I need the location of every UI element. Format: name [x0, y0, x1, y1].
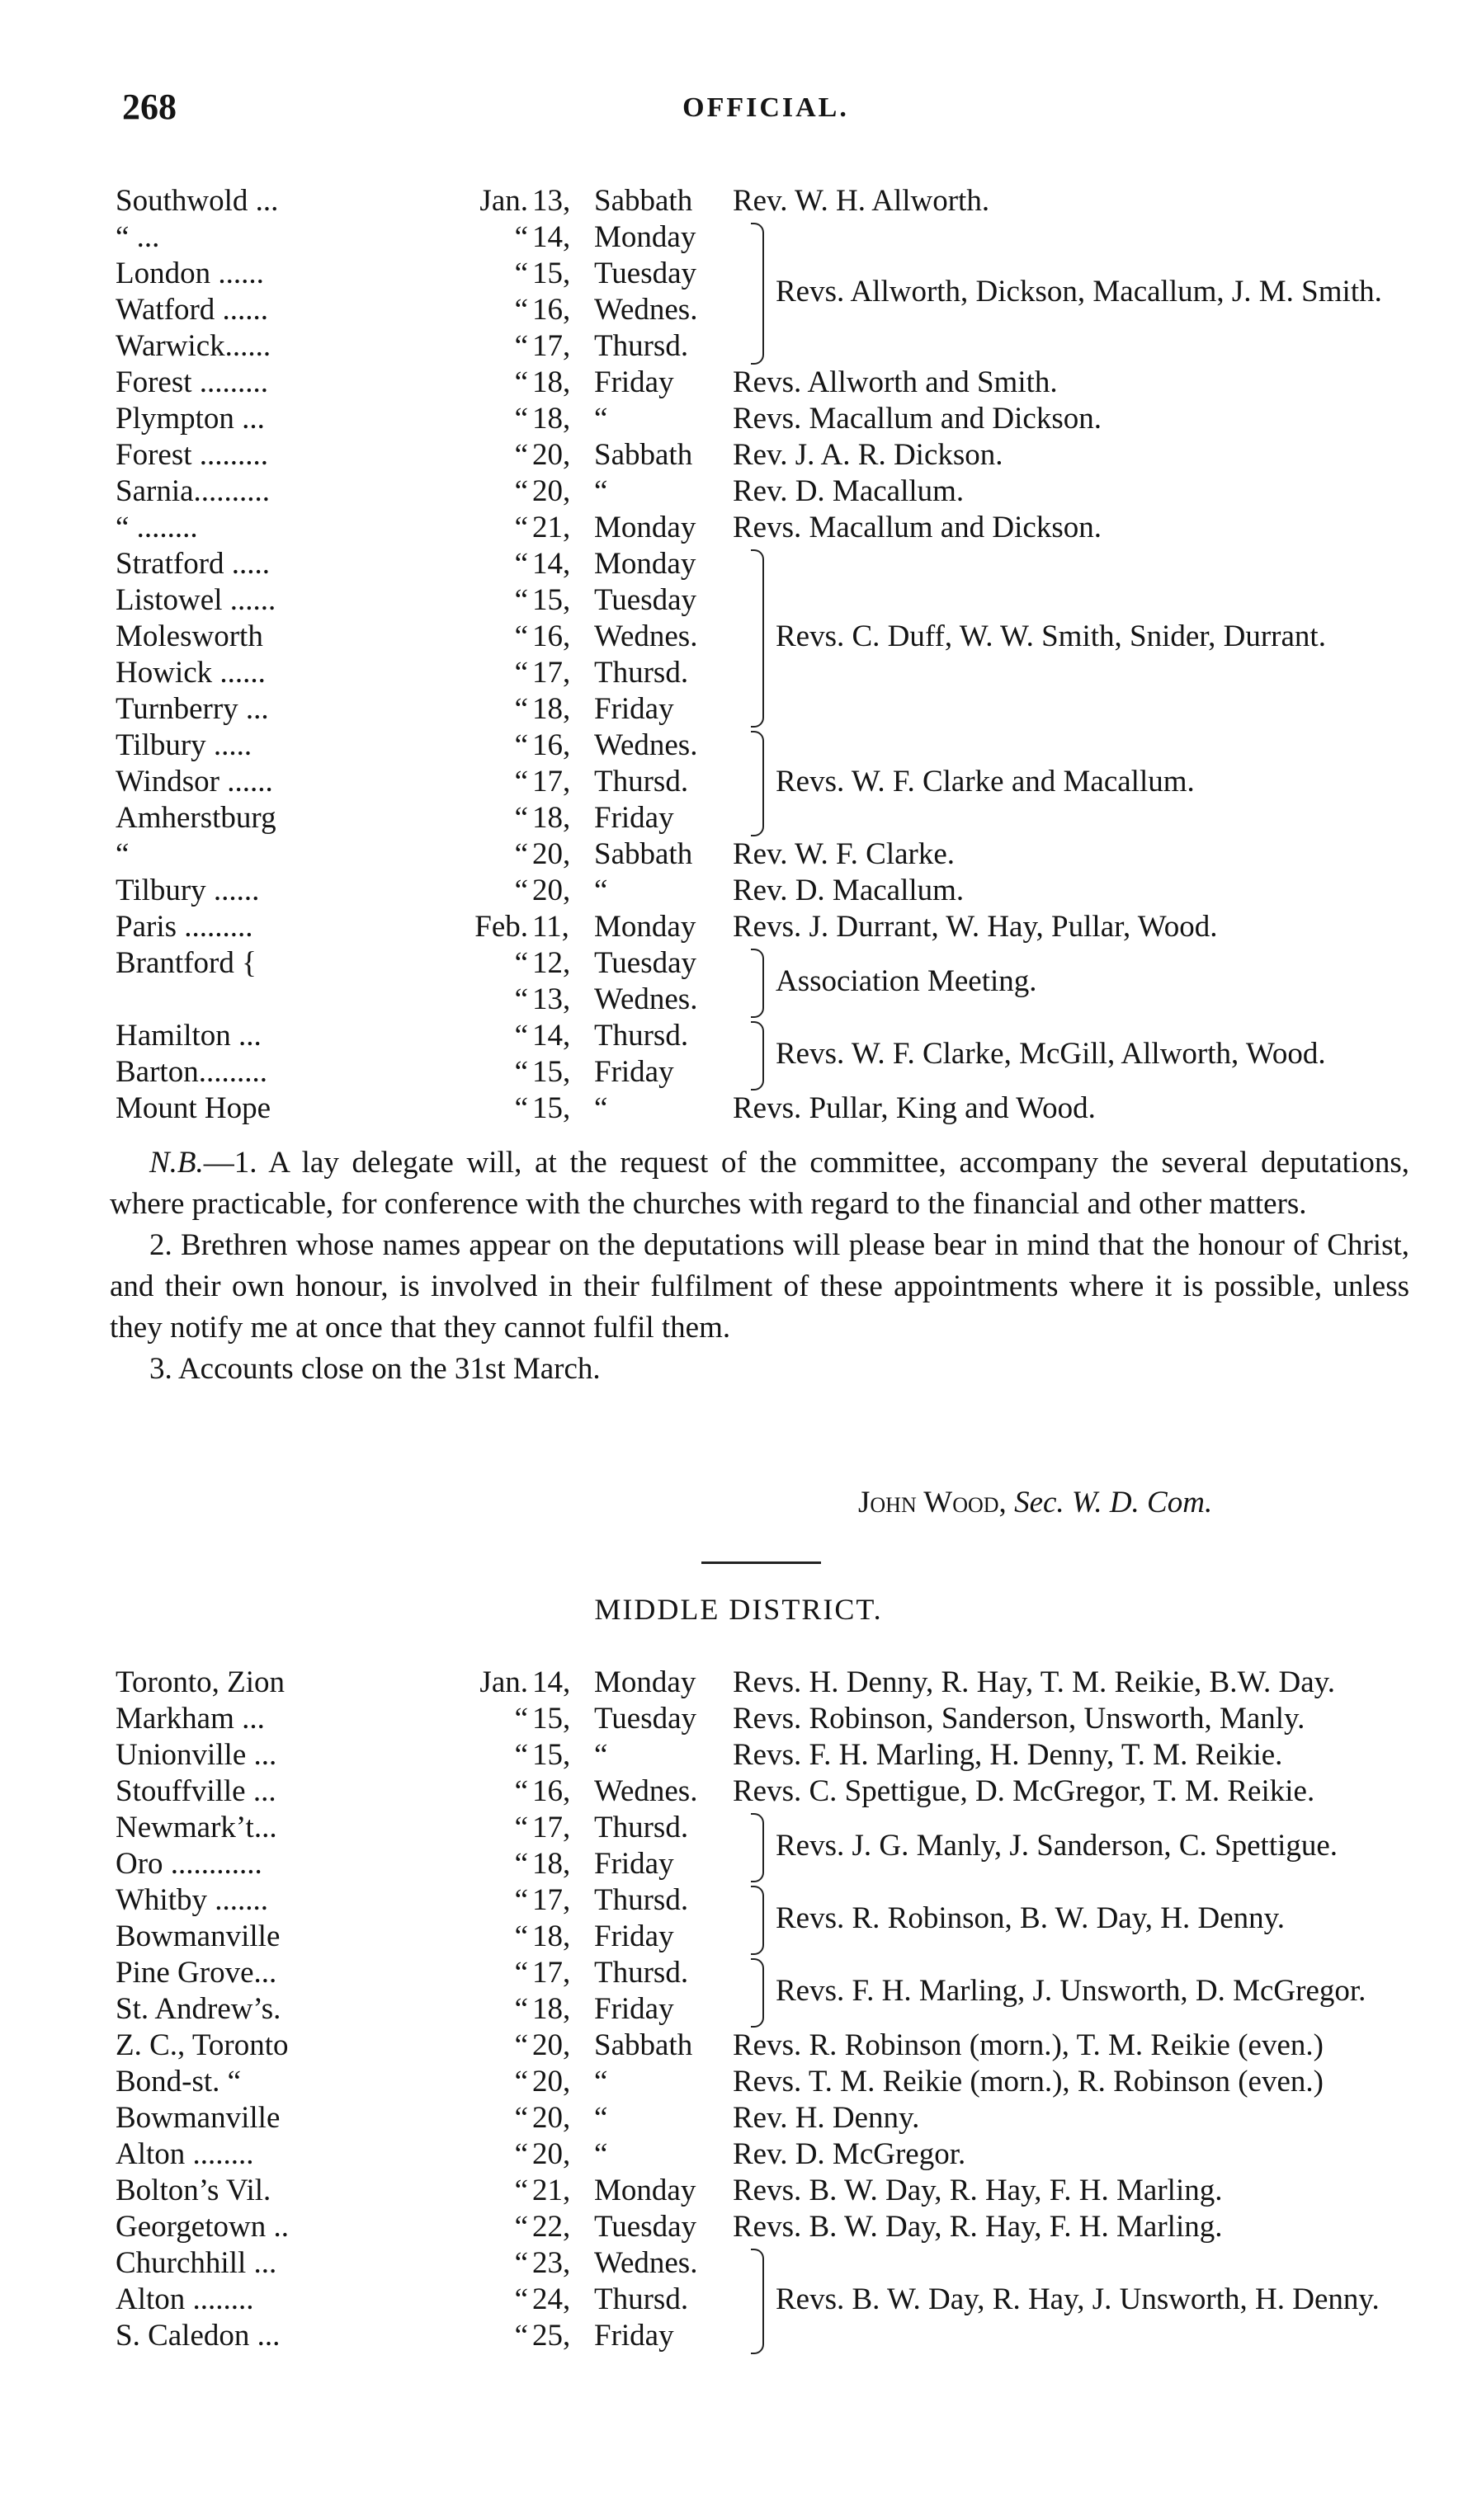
preacher-cell: Revs. T. M. Reikie (morn.), R. Robinson (even.): [733, 2065, 1324, 2098]
date-cell: 15,: [532, 1702, 571, 1736]
place-cell: “: [116, 837, 130, 871]
day-cell: Monday: [594, 1665, 696, 1699]
preacher-cell: Revs. C. Spettigue, D. McGregor, T. M. Reikie.: [733, 1774, 1315, 1808]
place-cell: St. Andrew’s.: [116, 1992, 281, 2026]
date-cell: 16,: [532, 619, 571, 653]
date-cell: 18,: [532, 692, 571, 726]
place-cell: Howick ......: [116, 656, 266, 690]
month-cell: Jan.: [479, 1665, 528, 1699]
month-cell: “: [514, 2174, 528, 2207]
preacher-cell: Rev. D. Macallum.: [733, 474, 965, 508]
preacher-cell: Revs. F. H. Marling, H. Denny, T. M. Reikie.: [733, 1738, 1283, 1772]
place-cell: Tilbury .....: [116, 728, 252, 762]
day-cell: Tuesday: [594, 946, 697, 980]
preacher-cell: Revs. Macallum and Dickson.: [733, 402, 1102, 436]
day-cell: Friday: [594, 365, 674, 399]
place-cell: Amherstburg: [116, 801, 276, 835]
notes-block: [110, 1142, 1409, 1390]
note-1: [110, 1142, 1409, 1225]
group-deputation: Revs. B. W. Day, R. Hay, J. Unsworth, H. Denny.: [776, 2282, 1380, 2316]
month-cell: “: [514, 1774, 528, 1808]
day-cell: Thursd.: [594, 765, 689, 798]
date-cell: 14,: [532, 547, 571, 581]
month-cell: “: [514, 1019, 528, 1053]
month-cell: “: [514, 874, 528, 907]
place-cell: Markham ...: [116, 1702, 265, 1736]
date-cell: 23,: [532, 2246, 571, 2280]
place-cell: Oro ............: [116, 1847, 262, 1881]
day-cell: Tuesday: [594, 583, 697, 617]
month-cell: “: [514, 2065, 528, 2098]
day-cell: Tuesday: [594, 257, 697, 290]
date-cell: 17,: [532, 1811, 571, 1844]
month-cell: “: [514, 1847, 528, 1881]
date-cell: 15,: [532, 1055, 571, 1089]
group-brace: [751, 731, 764, 836]
date-cell: 17,: [532, 329, 571, 363]
date-cell: 16,: [532, 1774, 571, 1808]
day-cell: Monday: [594, 220, 696, 254]
day-cell: Wednes.: [594, 293, 698, 327]
day-cell: Monday: [594, 2174, 696, 2207]
day-cell: Thursd.: [594, 2282, 689, 2316]
date-cell: 17,: [532, 656, 571, 690]
group-brace: [751, 223, 764, 365]
date-cell: 20,: [532, 474, 571, 508]
preacher-cell: Rev. H. Denny.: [733, 2101, 920, 2135]
day-cell: Sabbath: [594, 438, 693, 472]
date-cell: 13,: [532, 982, 571, 1016]
group-brace: [751, 1958, 764, 2028]
month-cell: “: [514, 692, 528, 726]
date-cell: 16,: [532, 728, 571, 762]
place-cell: Listowel ......: [116, 583, 276, 617]
day-cell: Friday: [594, 1055, 674, 1089]
group-deputation: Revs. F. H. Marling, J. Unsworth, D. McGregor.: [776, 1974, 1366, 2008]
date-cell: 18,: [532, 402, 571, 436]
preacher-cell: Revs. B. W. Day, R. Hay, F. H. Marling.: [733, 2210, 1223, 2244]
month-cell: Feb.: [474, 910, 528, 944]
group-brace: [751, 1021, 764, 1090]
signature-name: John Wood,: [858, 1486, 1007, 1519]
preacher-cell: Revs. R. Robinson (morn.), T. M. Reikie (even.): [733, 2028, 1324, 2062]
preacher-cell: Rev. W. F. Clarke.: [733, 837, 956, 871]
date-cell: 12,: [532, 946, 571, 980]
month-cell: “: [514, 2282, 528, 2316]
month-cell: “: [514, 2028, 528, 2062]
date-cell: 24,: [532, 2282, 571, 2316]
date-cell: 22,: [532, 2210, 571, 2244]
day-cell: Friday: [594, 2319, 674, 2353]
place-cell: Alton ........: [116, 2137, 254, 2171]
place-cell: Newmark’t...: [116, 1811, 277, 1844]
group-deputation: Revs. W. F. Clarke and Macallum.: [776, 765, 1195, 798]
month-cell: “: [514, 2210, 528, 2244]
place-cell: Georgetown ..: [116, 2210, 289, 2244]
day-cell: Monday: [594, 511, 696, 544]
date-cell: 14,: [532, 220, 571, 254]
place-cell: “ ........: [116, 511, 198, 544]
month-cell: “: [514, 765, 528, 798]
date-cell: 20,: [532, 2101, 571, 2135]
date-cell: 18,: [532, 1847, 571, 1881]
month-cell: “: [514, 220, 528, 254]
day-cell: “: [594, 474, 608, 508]
day-cell: “: [594, 1091, 608, 1125]
month-cell: “: [514, 511, 528, 544]
place-cell: Tilbury ......: [116, 874, 260, 907]
date-cell: 20,: [532, 2065, 571, 2098]
note-1-text: —1. A lay delegate will, at the request of the committee, accompany the several deputations, where practicable, for conference with the churches with regard to the financial and other matters.: [110, 1146, 1409, 1221]
month-cell: “: [514, 1883, 528, 1917]
day-cell: Friday: [594, 801, 674, 835]
date-cell: 15,: [532, 257, 571, 290]
day-cell: Thursd.: [594, 329, 689, 363]
date-cell: 21,: [532, 2174, 571, 2207]
month-cell: “: [514, 1919, 528, 1953]
group-brace: [751, 549, 764, 728]
note-3: 3. Accounts close on the 31st March.: [149, 1352, 601, 1386]
month-cell: “: [514, 2101, 528, 2135]
running-title: OFFICIAL.: [682, 92, 849, 123]
day-cell: Monday: [594, 910, 696, 944]
preacher-cell: Revs. Pullar, King and Wood.: [733, 1091, 1096, 1125]
day-cell: Thursd.: [594, 1883, 689, 1917]
date-cell: 20,: [532, 874, 571, 907]
preacher-cell: Revs. Allworth and Smith.: [733, 365, 1058, 399]
group-deputation: Revs. Allworth, Dickson, Macallum, J. M. Smith.: [776, 275, 1382, 309]
place-cell: Pine Grove...: [116, 1956, 277, 1990]
group-deputation: Association Meeting.: [776, 964, 1037, 998]
day-cell: Thursd.: [594, 1811, 689, 1844]
month-cell: “: [514, 547, 528, 581]
month-cell: “: [514, 1055, 528, 1089]
day-cell: Friday: [594, 1919, 674, 1953]
preacher-cell: Revs. H. Denny, R. Hay, T. M. Reikie, B.W. Day.: [733, 1665, 1335, 1699]
place-cell: Hamilton ...: [116, 1019, 262, 1053]
date-cell: 17,: [532, 1956, 571, 1990]
month-cell: Jan.: [479, 184, 528, 218]
place-cell: Whitby .......: [116, 1883, 268, 1917]
preacher-cell: Rev. J. A. R. Dickson.: [733, 438, 1003, 472]
note-2: 2. Brethren whose names appear on the deputations will please bear in mind that the honour of Christ, and their own honour, is involved in their fulfilment of these appointments where it is possible, unless they notify me at once that they cannot fulfil them.: [110, 1228, 1409, 1345]
day-cell: “: [594, 2065, 608, 2098]
day-cell: “: [594, 874, 608, 907]
month-cell: “: [514, 583, 528, 617]
date-cell: 11,: [532, 910, 569, 944]
date-cell: 15,: [532, 1091, 571, 1125]
place-cell: Bolton’s Vil.: [116, 2174, 271, 2207]
group-brace: [751, 1813, 764, 1882]
preacher-cell: Revs. B. W. Day, R. Hay, F. H. Marling.: [733, 2174, 1223, 2207]
place-cell: Forest .........: [116, 365, 268, 399]
place-cell: Stouffville ...: [116, 1774, 276, 1808]
place-cell: Paris .........: [116, 910, 253, 944]
month-cell: “: [514, 2137, 528, 2171]
month-cell: “: [514, 982, 528, 1016]
place-cell: Sarnia..........: [116, 474, 271, 508]
group-brace: [751, 949, 764, 1018]
date-cell: 17,: [532, 765, 571, 798]
place-cell: Mount Hope: [116, 1091, 271, 1125]
day-cell: Wednes.: [594, 2246, 698, 2280]
day-cell: Monday: [594, 547, 696, 581]
month-cell: “: [514, 1811, 528, 1844]
page-header: [122, 86, 1409, 135]
date-cell: 15,: [532, 583, 571, 617]
date-cell: 21,: [532, 511, 571, 544]
day-cell: Friday: [594, 692, 674, 726]
preacher-cell: Rev. W. H. Allworth.: [733, 184, 990, 218]
place-cell: Windsor ......: [116, 765, 273, 798]
day-cell: Wednes.: [594, 728, 698, 762]
day-cell: Friday: [594, 1992, 674, 2026]
date-cell: 20,: [532, 2137, 571, 2171]
place-cell: Z. C., Toronto: [116, 2028, 289, 2062]
day-cell: Thursd.: [594, 1956, 689, 1990]
day-cell: Sabbath: [594, 184, 693, 218]
day-cell: “: [594, 2137, 608, 2171]
place-cell: Watford ......: [116, 293, 269, 327]
preacher-cell: Rev. D. McGregor.: [733, 2137, 966, 2171]
date-cell: 20,: [532, 837, 571, 871]
day-cell: “: [594, 402, 608, 436]
place-cell: Unionville ...: [116, 1738, 277, 1772]
month-cell: “: [514, 801, 528, 835]
day-cell: Thursd.: [594, 1019, 689, 1053]
group-deputation: Revs. J. G. Manly, J. Sanderson, C. Spettigue.: [776, 1829, 1338, 1863]
date-cell: 17,: [532, 1883, 571, 1917]
place-cell: Stratford .....: [116, 547, 271, 581]
place-cell: Toronto, Zion: [116, 1665, 285, 1699]
date-cell: 20,: [532, 438, 571, 472]
date-cell: 25,: [532, 2319, 571, 2353]
month-cell: “: [514, 1738, 528, 1772]
month-cell: “: [514, 619, 528, 653]
group-brace: [751, 1886, 764, 1955]
month-cell: “: [514, 946, 528, 980]
date-cell: 18,: [532, 1992, 571, 2026]
day-cell: Wednes.: [594, 1774, 698, 1808]
day-cell: Friday: [594, 1847, 674, 1881]
month-cell: “: [514, 438, 528, 472]
group-deputation: Revs. W. F. Clarke, McGill, Allworth, Wood.: [776, 1037, 1326, 1071]
signature: [858, 1485, 1212, 1520]
day-cell: Sabbath: [594, 837, 693, 871]
place-cell: Alton ........: [116, 2282, 254, 2316]
place-cell: Barton.........: [116, 1055, 267, 1089]
date-cell: 20,: [532, 2028, 571, 2062]
month-cell: “: [514, 329, 528, 363]
place-cell: Brantford {: [116, 946, 257, 980]
place-cell: Bond-st. “: [116, 2065, 242, 2098]
place-cell: Southwold ...: [116, 184, 279, 218]
signature-title: Sec. W. D. Com.: [1014, 1486, 1213, 1519]
month-cell: “: [514, 402, 528, 436]
place-cell: Plympton ...: [116, 402, 265, 436]
group-deputation: Revs. R. Robinson, B. W. Day, H. Denny.: [776, 1901, 1286, 1935]
month-cell: “: [514, 2246, 528, 2280]
day-cell: Wednes.: [594, 619, 698, 653]
month-cell: “: [514, 474, 528, 508]
place-cell: Molesworth: [116, 619, 263, 653]
preacher-cell: Revs. J. Durrant, W. Hay, Pullar, Wood.: [733, 910, 1218, 944]
date-cell: 18,: [532, 801, 571, 835]
page-number: 268: [122, 87, 177, 127]
place-cell: Turnberry ...: [116, 692, 269, 726]
date-cell: 14,: [532, 1019, 571, 1053]
place-cell: “ ...: [116, 220, 160, 254]
month-cell: “: [514, 1702, 528, 1736]
day-cell: Tuesday: [594, 1702, 697, 1736]
date-cell: 16,: [532, 293, 571, 327]
month-cell: “: [514, 257, 528, 290]
preacher-cell: Revs. Robinson, Sanderson, Unsworth, Manly.: [733, 1702, 1305, 1736]
day-cell: “: [594, 1738, 608, 1772]
date-cell: 14,: [532, 1665, 571, 1699]
month-cell: “: [514, 656, 528, 690]
section-divider: [701, 1561, 821, 1564]
month-cell: “: [514, 293, 528, 327]
month-cell: “: [514, 1956, 528, 1990]
place-cell: Warwick......: [116, 329, 271, 363]
section-title: MIDDLE DISTRICT.: [594, 1593, 883, 1626]
day-cell: Sabbath: [594, 2028, 693, 2062]
day-cell: Tuesday: [594, 2210, 697, 2244]
date-cell: 13,: [532, 184, 571, 218]
place-cell: Forest .........: [116, 438, 268, 472]
nb-label: N.B.: [149, 1146, 204, 1180]
preacher-cell: Revs. Macallum and Dickson.: [733, 511, 1102, 544]
day-cell: “: [594, 2101, 608, 2135]
day-cell: Wednes.: [594, 982, 698, 1016]
month-cell: “: [514, 1091, 528, 1125]
preacher-cell: Rev. D. Macallum.: [733, 874, 965, 907]
group-brace: [751, 2249, 764, 2354]
place-cell: Bowmanville: [116, 1919, 281, 1953]
place-cell: Bowmanville: [116, 2101, 281, 2135]
place-cell: S. Caledon ...: [116, 2319, 281, 2353]
date-cell: 18,: [532, 1919, 571, 1953]
date-cell: 18,: [532, 365, 571, 399]
month-cell: “: [514, 1992, 528, 2026]
place-cell: London ......: [116, 257, 264, 290]
month-cell: “: [514, 837, 528, 871]
place-cell: Churchhill ...: [116, 2246, 277, 2280]
group-deputation: Revs. C. Duff, W. W. Smith, Snider, Durrant.: [776, 619, 1326, 653]
day-cell: Thursd.: [594, 656, 689, 690]
month-cell: “: [514, 365, 528, 399]
month-cell: “: [514, 728, 528, 762]
date-cell: 15,: [532, 1738, 571, 1772]
month-cell: “: [514, 2319, 528, 2353]
